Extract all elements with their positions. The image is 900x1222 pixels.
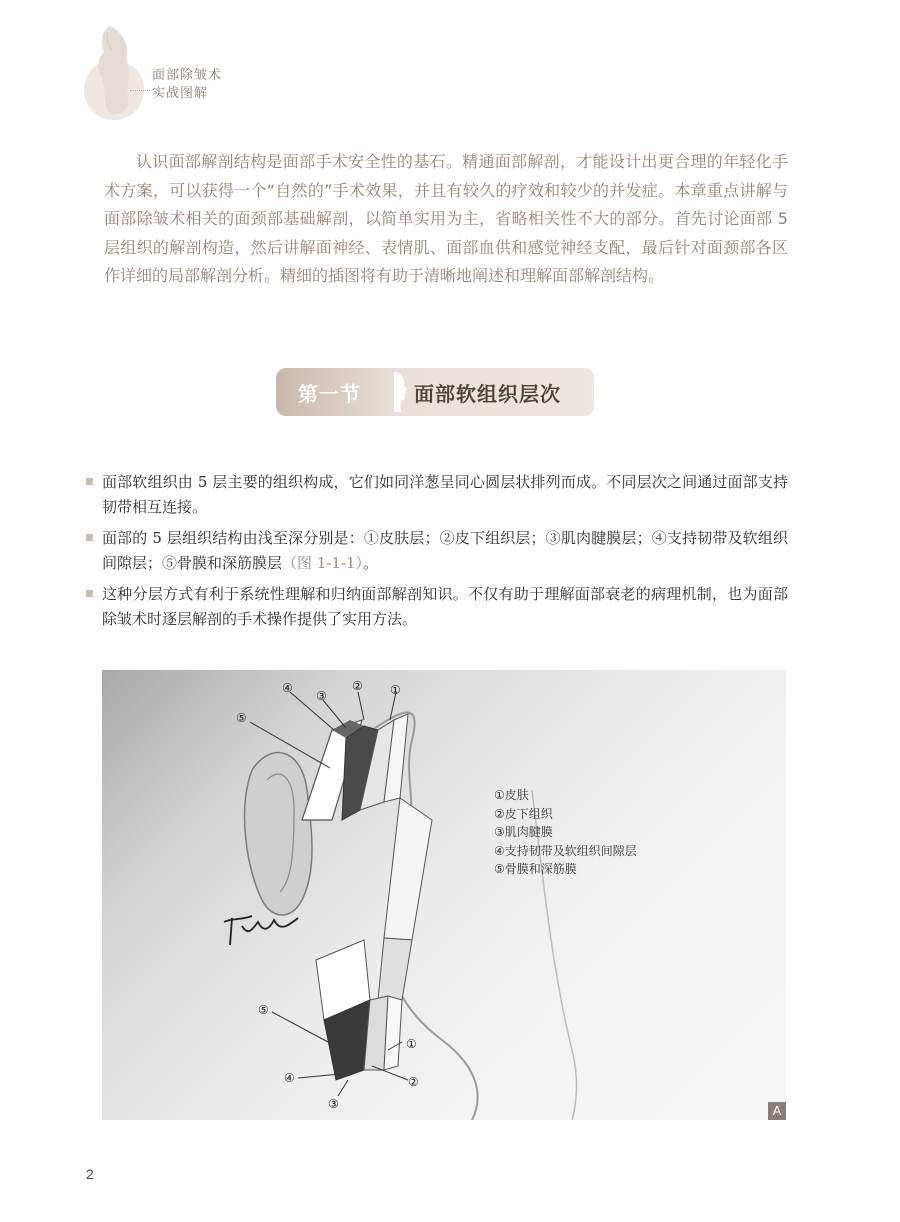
label-four-top: ④: [282, 681, 293, 695]
bullet-square-icon: [86, 478, 93, 485]
bullet-text: 面部的 5 层组织结构由浅至深分别是：①皮肤层；②皮下组织层；③肌肉腱膜层；④支持韧带及软组织间隙层；⑤骨膜和深筋膜层: [102, 529, 788, 572]
legend-item: ⑤骨膜和深筋膜: [494, 862, 577, 876]
legend-item: ③肌肉腱膜: [494, 825, 553, 839]
facial-layers-illustration: [102, 670, 786, 1120]
book-title-line2: 实战图解: [152, 86, 209, 101]
page-number: 2: [86, 1166, 94, 1182]
header-divider: [130, 90, 150, 91]
list-item: [86, 470, 788, 520]
list-item: [86, 526, 788, 576]
figure-reference: （图 1-1-1）: [282, 554, 364, 572]
panel-label: A: [768, 1102, 786, 1120]
signature-mark: [224, 916, 298, 945]
legend-item: ②皮下组织: [494, 806, 553, 821]
section-number: 第一节: [298, 382, 361, 406]
label-one-bottom: ①: [406, 1037, 417, 1051]
label-three-top: ③: [316, 689, 327, 703]
label-two-top: ②: [352, 679, 363, 693]
bullet-text: 这种分层方式有利于系统性理解和归纳面部解剖知识。不仅有助于理解面部衰老的病理机制，也为面部除皱术时逐层解剖的手术操作提供了实用方法。: [102, 585, 788, 628]
label-two-bottom: ②: [408, 1075, 419, 1089]
figure-legend: [494, 786, 637, 879]
face-profile-icon: [394, 372, 414, 412]
anatomy-figure: [102, 670, 786, 1120]
section-title: 面部软组织层次: [414, 382, 561, 406]
label-five-bottom: ⑤: [258, 1003, 269, 1017]
legend-item: ④支持韧带及软组织间隙层: [494, 843, 637, 858]
bullet-square-icon: [86, 534, 93, 541]
label-one-top: ①: [390, 683, 401, 697]
running-header: [80, 18, 340, 128]
bullet-text: 面部软组织由 5 层主要的组织构成，它们如同洋葱呈同心圆层状排列而成。不同层次之间通过面部支持韧带相互连接。: [102, 473, 788, 516]
legend-item: ①皮肤: [494, 788, 529, 802]
list-item: [86, 582, 788, 632]
bullet-list: [86, 470, 788, 638]
bust-sculpture-icon: [80, 18, 150, 128]
bullet-square-icon: [86, 590, 93, 597]
book-title-line1: 面部除皱术: [152, 68, 223, 83]
label-three-bottom: ③: [328, 1097, 339, 1111]
bullet-text-tail: 。: [363, 554, 379, 572]
label-four-bottom: ④: [284, 1071, 295, 1085]
intro-paragraph: 认识面部解剖结构是面部手术安全性的基石。精通面部解剖，才能设计出更合理的年轻化手术方案，可以获得一个“自然的”手术效果，并且有较久的疗效和较少的并发症。本章重点讲解与面部除皱术相关的面颈部基础解剖，以简单实用为主，省略相关性不大的部分。首先讨论面部 5 层组织的解剖构造，然后讲解面神经、表情肌、面部血供和感觉神经支配，最后针对面颈部各区作详细的局部解剖分析。精细的插图将有助于清晰地阐述和理解面部解剖结构。: [104, 152, 788, 285]
tissue-layers: [302, 714, 432, 1080]
section-heading: [276, 368, 594, 416]
label-five-top: ⑤: [236, 711, 247, 725]
